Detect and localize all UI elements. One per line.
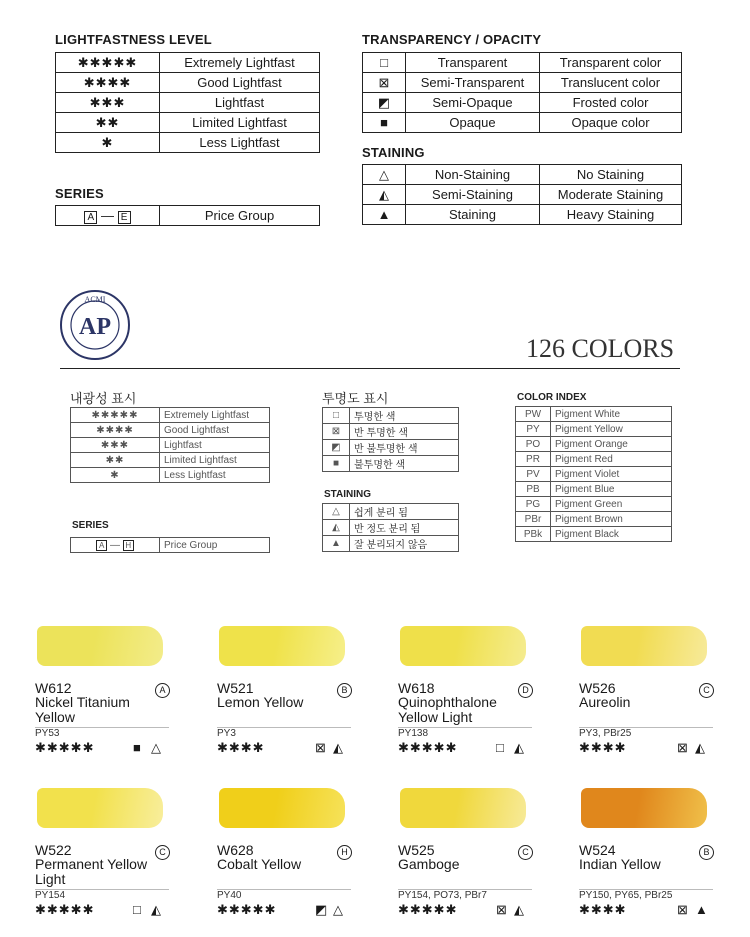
name: Pigment Yellow: [551, 422, 672, 437]
color-name-line1: Cobalt Yellow: [217, 856, 302, 872]
code: PY: [516, 422, 551, 437]
stars: ✱✱✱✱✱: [56, 53, 160, 73]
seal-letters: AP: [79, 314, 111, 340]
semi-transparent-icon: ⊠: [363, 73, 406, 93]
staining-kr-title: STAINING: [324, 489, 372, 500]
series-badge: H: [337, 842, 352, 860]
color-code: W521: [217, 680, 254, 696]
color-card: [579, 620, 715, 760]
series-range: [56, 206, 160, 226]
series-from: A: [96, 540, 107, 551]
desc: No Staining: [540, 165, 682, 185]
staining-icon: ◭: [151, 902, 161, 917]
name: Pigment Violet: [551, 467, 672, 482]
staining-icon: ◭: [514, 902, 524, 917]
table-row: [71, 453, 270, 468]
paint-swatch: [219, 788, 345, 828]
opacity-icon: ⊠: [315, 740, 326, 755]
lightfastness-stars: ✱✱✱✱: [579, 902, 627, 917]
series-kr-title: SERIES: [72, 520, 109, 531]
color-code: W618: [398, 680, 435, 696]
color-card: [35, 782, 171, 922]
color-code: W525: [398, 842, 435, 858]
desc: Opaque color: [540, 113, 682, 133]
table-row: [363, 113, 682, 133]
staining-icon: △: [333, 902, 343, 917]
color-index-table: [515, 406, 672, 542]
desc: Moderate Staining: [540, 185, 682, 205]
table-row: [71, 538, 270, 553]
name: Pigment Blue: [551, 482, 672, 497]
series-badge: C: [155, 842, 170, 860]
opaque-icon: ■: [363, 113, 406, 133]
opacity-icon: ■: [133, 740, 141, 755]
lightfastness-stars: ✱✱✱✱✱: [217, 902, 277, 917]
name: Semi-Opaque: [406, 93, 540, 113]
pigment-code: PY53: [35, 728, 60, 739]
code: PV: [516, 467, 551, 482]
semi-opaque-icon: ◩: [363, 93, 406, 113]
table-row: [71, 438, 270, 453]
name: Pigment Green: [551, 497, 672, 512]
stars: ✱: [71, 468, 160, 483]
table-row: [56, 133, 320, 153]
staining-icon: ▲: [695, 902, 708, 917]
table-row: [516, 527, 672, 542]
transparency-table: [362, 52, 682, 133]
opacity-icon: ⊠: [677, 902, 688, 917]
color-name: [579, 695, 715, 710]
name: Pigment Red: [551, 452, 672, 467]
series-to: H: [123, 540, 134, 551]
semi-transparent-icon: ⊠: [323, 424, 350, 440]
table-row: [56, 53, 320, 73]
color-name-line1: Gamboge: [398, 856, 460, 872]
pigment-code: PY3, PBr25: [579, 728, 632, 739]
name: Pigment Orange: [551, 437, 672, 452]
staining-icon: ▲: [363, 205, 406, 225]
color-name-line2: Yellow: [35, 709, 75, 725]
color-name: [35, 695, 171, 725]
color-name-line2: Yellow Light: [398, 709, 473, 725]
pigment-code: PY138: [398, 728, 429, 739]
table-row: [323, 456, 459, 472]
label: 반 정도 분리 됨: [350, 520, 459, 536]
stars: ✱✱✱✱: [56, 73, 160, 93]
stars: ✱✱: [71, 453, 160, 468]
non-staining-icon: △: [323, 504, 350, 520]
staining-title: STAINING: [362, 145, 425, 160]
table-row: [71, 423, 270, 438]
color-name-line1: Quinophthalone: [398, 694, 497, 710]
name: Semi-Staining: [406, 185, 540, 205]
lightfastness-kr-title: 내광성 표시: [70, 391, 137, 406]
color-card: [579, 782, 715, 922]
table-row: [323, 408, 459, 424]
table-row: [516, 452, 672, 467]
table-row: [71, 468, 270, 483]
table-row: [363, 73, 682, 93]
name: Pigment White: [551, 407, 672, 422]
lightfastness-stars: ✱✱✱✱: [217, 740, 265, 755]
series-badge: B: [699, 842, 714, 860]
paint-swatch: [581, 626, 707, 666]
code: PBk: [516, 527, 551, 542]
staining-table: [362, 164, 682, 225]
lightfastness-kr-table: [70, 407, 270, 483]
color-name: [579, 857, 715, 872]
series-table: [55, 205, 320, 226]
table-row: [323, 536, 459, 552]
color-name-line1: Lemon Yellow: [217, 694, 304, 710]
label: Price Group: [160, 538, 270, 553]
label: 불투명한 색: [350, 456, 459, 472]
transparency-kr-table: [322, 407, 459, 472]
lightfastness-title: LIGHTFASTNESS LEVEL: [55, 32, 212, 47]
card-divider: [217, 727, 351, 728]
label: 잘 분리되지 않음: [350, 536, 459, 552]
color-code: W612: [35, 680, 72, 696]
table-row: [363, 93, 682, 113]
desc: Translucent color: [540, 73, 682, 93]
table-row: [323, 520, 459, 536]
code: PR: [516, 452, 551, 467]
color-card: [398, 620, 534, 760]
lightfastness-table: [55, 52, 320, 153]
opacity-icon: □: [133, 902, 141, 917]
color-code: W526: [579, 680, 616, 696]
table-row: [363, 205, 682, 225]
series-kr-table: [70, 537, 270, 553]
table-row: [516, 437, 672, 452]
lightfastness-stars: ✱✱✱✱✱: [398, 902, 458, 917]
label: 반 불투명한 색: [350, 440, 459, 456]
name: Staining: [406, 205, 540, 225]
paint-swatch: [400, 626, 526, 666]
pigment-code: PY40: [217, 890, 242, 901]
transparency-title: TRANSPARENCY / OPACITY: [362, 32, 542, 47]
stars: ✱✱✱: [71, 438, 160, 453]
non-staining-icon: △: [363, 165, 406, 185]
paint-swatch: [37, 626, 163, 666]
name: Transparent: [406, 53, 540, 73]
color-card: [217, 782, 353, 922]
transparency-kr-title: 투명도 표시: [322, 391, 389, 406]
stars: ✱✱✱: [56, 93, 160, 113]
desc: Transparent color: [540, 53, 682, 73]
semi-staining-icon: ◭: [363, 185, 406, 205]
table-row: [516, 467, 672, 482]
staining-kr-table: [322, 503, 459, 552]
color-count: 126 COLORS: [526, 334, 675, 363]
opacity-icon: □: [496, 740, 504, 755]
color-name: [35, 857, 171, 887]
lightfastness-stars: ✱✱✱✱: [579, 740, 627, 755]
staining-icon: △: [151, 740, 161, 755]
series-range: [71, 538, 160, 553]
label: Extremely Lightfast: [160, 53, 320, 73]
table-row: [516, 422, 672, 437]
staining-icon: ◭: [514, 740, 524, 755]
stars: ✱✱: [56, 113, 160, 133]
color-name: [398, 857, 534, 872]
label: Limited Lightfast: [160, 113, 320, 133]
lightfastness-stars: ✱✱✱✱✱: [35, 902, 95, 917]
pigment-code: PY3: [217, 728, 236, 739]
color-code: W524: [579, 842, 616, 858]
table-row: [363, 53, 682, 73]
table-row: [56, 73, 320, 93]
color-name-line2: Light: [35, 871, 66, 887]
color-name-line1: Indian Yellow: [579, 856, 661, 872]
opacity-icon: ◩: [315, 902, 328, 917]
code: PBr: [516, 512, 551, 527]
series-badge: D: [518, 680, 533, 698]
color-card: [35, 620, 171, 760]
name: Opaque: [406, 113, 540, 133]
color-name-line1: Nickel Titanium: [35, 694, 130, 710]
transparent-icon: □: [363, 53, 406, 73]
pigment-code: PY154: [35, 890, 66, 901]
color-name: [217, 857, 353, 872]
series-badge: C: [518, 842, 533, 860]
table-row: [516, 512, 672, 527]
paint-swatch: [37, 788, 163, 828]
label: Good Lightfast: [160, 423, 270, 438]
color-card: [217, 620, 353, 760]
stars: ✱: [56, 133, 160, 153]
desc: Frosted color: [540, 93, 682, 113]
paint-swatch: [219, 626, 345, 666]
opacity-icon: ⊠: [677, 740, 688, 755]
desc: Heavy Staining: [540, 205, 682, 225]
ap-seal-logo: [58, 288, 132, 362]
name: Pigment Brown: [551, 512, 672, 527]
code: PG: [516, 497, 551, 512]
series-dash: —: [110, 539, 120, 551]
label: Lightfast: [160, 93, 320, 113]
series-title: SERIES: [55, 186, 104, 201]
opaque-icon: ■: [323, 456, 350, 472]
color-name: [398, 695, 534, 725]
name: Semi-Transparent: [406, 73, 540, 93]
table-row: [516, 497, 672, 512]
series-dash: —: [101, 207, 114, 223]
lightfastness-stars: ✱✱✱✱✱: [35, 740, 95, 755]
color-code: W522: [35, 842, 72, 858]
label: Good Lightfast: [160, 73, 320, 93]
table-row: [516, 482, 672, 497]
pigment-code: PY154, PO73, PBr7: [398, 890, 487, 901]
divider: [60, 368, 680, 369]
code: PW: [516, 407, 551, 422]
series-from: A: [84, 211, 97, 224]
semi-staining-icon: ◭: [323, 520, 350, 536]
label: 쉽게 분리 됨: [350, 504, 459, 520]
color-index-title: COLOR INDEX: [517, 392, 587, 403]
code: PO: [516, 437, 551, 452]
paint-swatch: [581, 788, 707, 828]
series-badge: B: [337, 680, 352, 698]
seal-text: ACMI: [84, 295, 106, 304]
label: Extremely Lightfast: [160, 408, 270, 423]
label: Less Lightfast: [160, 133, 320, 153]
label: Price Group: [160, 206, 320, 226]
transparent-icon: □: [323, 408, 350, 424]
label: Less Lightfast: [160, 468, 270, 483]
paint-swatch: [400, 788, 526, 828]
table-row: [323, 424, 459, 440]
stars: ✱✱✱✱: [71, 423, 160, 438]
label: 반 투명한 색: [350, 424, 459, 440]
color-name: [217, 695, 353, 710]
name: Non-Staining: [406, 165, 540, 185]
opacity-icon: ⊠: [496, 902, 507, 917]
table-row: [323, 440, 459, 456]
table-row: [516, 407, 672, 422]
pigment-code: PY150, PY65, PBr25: [579, 890, 673, 901]
table-row: [323, 504, 459, 520]
semi-opaque-icon: ◩: [323, 440, 350, 456]
table-row: [56, 113, 320, 133]
series-badge: A: [155, 680, 170, 698]
lightfastness-stars: ✱✱✱✱✱: [398, 740, 458, 755]
name: Pigment Black: [551, 527, 672, 542]
color-card: [398, 782, 534, 922]
series-badge: C: [699, 680, 714, 698]
label: Lightfast: [160, 438, 270, 453]
table-row: [56, 206, 320, 226]
table-row: [56, 93, 320, 113]
label: Limited Lightfast: [160, 453, 270, 468]
color-name-line1: Aureolin: [579, 694, 631, 710]
series-to: E: [118, 211, 131, 224]
color-code: W628: [217, 842, 254, 858]
stars: ✱✱✱✱✱: [71, 408, 160, 423]
table-row: [363, 185, 682, 205]
staining-icon: ◭: [695, 740, 705, 755]
table-row: [71, 408, 270, 423]
code: PB: [516, 482, 551, 497]
staining-icon: ◭: [333, 740, 343, 755]
table-row: [363, 165, 682, 185]
label: 투명한 색: [350, 408, 459, 424]
staining-icon: ▲: [323, 536, 350, 552]
color-name-line1: Permanent Yellow: [35, 856, 148, 872]
